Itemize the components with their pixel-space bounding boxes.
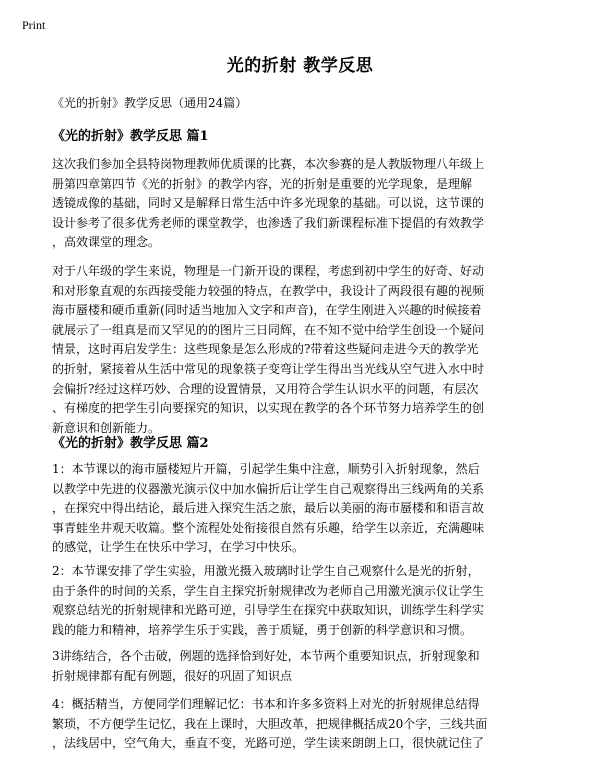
text-line: 折射规律都有配有例题，很好的巩固了知识点 [52, 668, 293, 683]
paragraph [52, 262, 552, 438]
text-line: 的折射，紧接着从生活中常见的现象筷子变弯让学生得出当光线从空气进入水中时 [52, 361, 485, 376]
paragraph [52, 155, 552, 253]
document-subtitle: 《光的折射》教学反思（通用24篇） [52, 96, 248, 110]
text-line: 设计参考了很多优秀老师的课堂教学，也渗透了我们新课程标准下提倡的有效教学 [52, 215, 485, 230]
text-line: 繁琐，不方便学生记忆，我在上课时，大胆改革，把规律概括成20个字，三线共面 [52, 716, 488, 731]
text-line: 透镜成像的基础，同时又是解释日常生活中许多光现象的基础。可以说，这节课的 [52, 196, 485, 211]
text-line: 、有梯度的把学生引向要探究的知识，以实现在教学的各个环节努力培养学生的创 [52, 401, 485, 416]
text-line: 新意识和创新能力。 [52, 420, 161, 435]
text-line: 这次我们参加全县特岗物理教师优质课的比赛，本次参赛的是人教版物理八年级上 [52, 157, 485, 171]
section-heading: 《光的折射》教学反思 篇2 [52, 436, 209, 451]
text-line: 由于条件的时间的关系，学生自主探究折射规律改为老师自己用激光演示仪让学生 [52, 583, 485, 598]
paragraph [52, 647, 552, 686]
text-line: 践的能力和精神，培养学生乐于实践，善于质疑，勇于创新的科学意识和习惯。 [52, 622, 473, 637]
text-line: 4：概括精当，方便同学们理解记忆：书本和许多多资料上对光的折射规律总结得 [52, 697, 480, 711]
text-line: 的感觉，让学生在快乐中学习，在学习中快乐。 [52, 540, 305, 555]
text-line: ，在探究中得出结论，最后进入探究生活之旅，最后以美丽的海市蜃楼和和语言故 [52, 501, 485, 516]
text-line: 就展示了一组真是而又罕见的的图片三日同辉，在不知不觉中给学生创设一个疑问 [52, 322, 485, 337]
text-line: 册第四章第四节《光的折射》的教学内容，光的折射是重要的光学现象，是理解 [52, 176, 473, 191]
text-line: 观察总结光的折射规律和光路可逆，引导学生在探究中获取知识，训练学生科学实 [52, 603, 485, 618]
text-line: 3讲练结合，各个击破，例题的选择恰到好处，本节两个重要知识点，折射现象和 [52, 649, 480, 663]
text-line: ，法线居中，空气角大，垂直不变，光路可逆，学生读来朗朗上口，很快就记住了 [52, 736, 485, 751]
text-line: 情景，这时再启发学生：这些现象是怎么形成的?带着这些疑问走进今天的教学光 [52, 342, 479, 357]
text-line: 对于八年级的学生来说，物理是一门新开设的课程，考虑到初中学生的好奇、好动 [52, 264, 485, 278]
text-line: 以教学中先进的仪器激光演示仪中加水偏折后让学生自己观察得出三线两角的关系 [52, 481, 485, 496]
section-heading: 《光的折射》教学反思 篇1 [52, 129, 209, 144]
text-line: 和对形象直观的东西接受能力较强的特点，在教学中，我设计了两段很有趣的视频 [52, 283, 485, 298]
print-link[interactable]: Print [22, 18, 46, 32]
document-title: 光的折射 教学反思 [226, 56, 374, 76]
text-line: 1：本节课以的海市蜃楼短片开篇，引起学生集中注意，顺势引入折射现象，然后 [52, 462, 480, 476]
text-line: ，高效课堂的理念。 [52, 235, 161, 250]
paragraph [52, 695, 552, 754]
text-line: 海市蜃楼和硬币重新(同时适当地加入文字和声音)，在学生刚进入兴趣的时候接着 [52, 303, 482, 318]
text-line: 会偏折?经过这样巧妙、合理的设置情景，又用符合学生认识水平的问题，有层次 [52, 381, 479, 396]
text-line: 事青蛙坐井观天收篇。整个流程处处衔接很自然有乐趣，给学生以亲近，充满趣味 [52, 520, 485, 535]
text-line: 2：本节课安排了学生实验，用激光摄入玻璃时让学生自己观察什么是光的折射， [52, 564, 480, 578]
paragraph [52, 460, 552, 558]
paragraph [52, 562, 552, 640]
